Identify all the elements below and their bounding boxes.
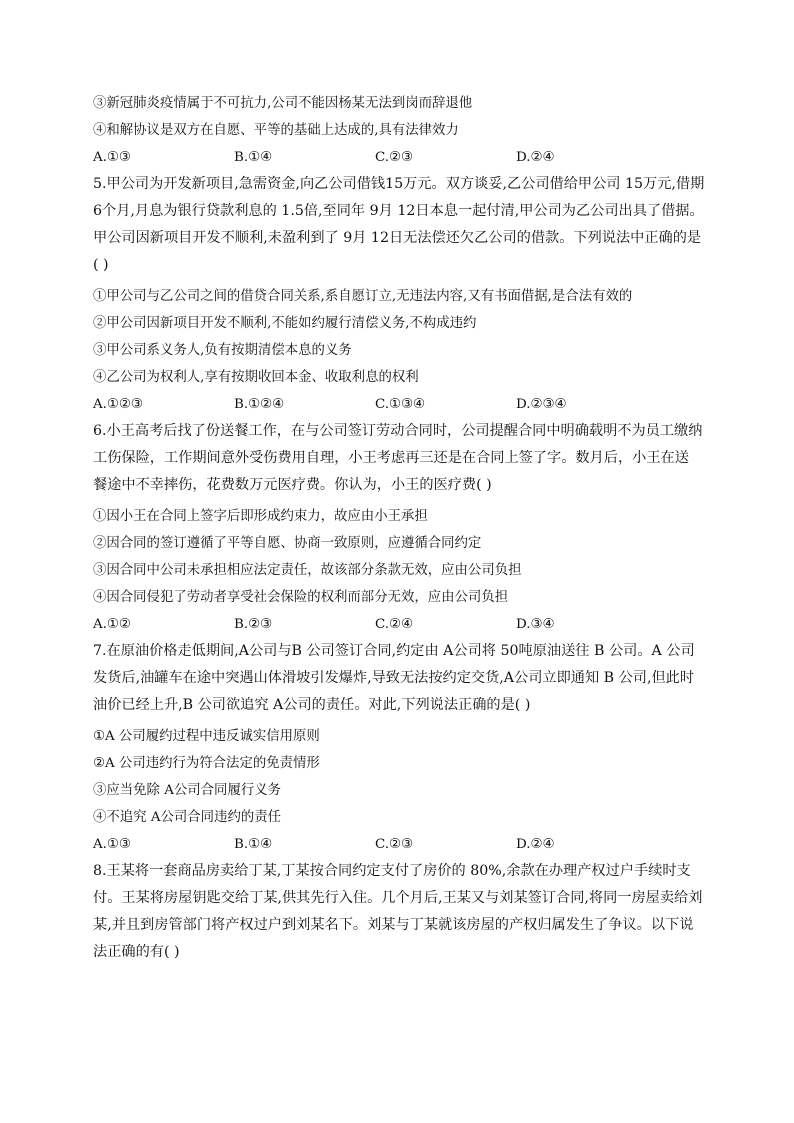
q5-option-4: ④乙公司为权利人,享有按期收回本金、收取利息的权利	[93, 370, 419, 385]
q4-choice-a: A.①③	[93, 150, 131, 165]
q5-stem-line: 6个月,月息为银行贷款利息的 1.5倍,至同年 9月 12日本息一起付清,甲公司为乙公司出具了借据。	[93, 203, 704, 219]
q5-choice-b: B.①②④	[234, 397, 285, 412]
q6-option-3: ③因合同中公司未承担相应法定责任，故该部分条款无效，应由公司负担	[93, 563, 522, 578]
q7-option-4: ④不追究 A公司合同违约的责任	[93, 810, 282, 825]
q5-choices	[93, 391, 705, 418]
q8-stem-line: 付。王某将房屋钥匙交给丁某,供其先行入住。几个月后,王某又与刘某签订合同,将同一房屋卖给刘	[93, 890, 703, 906]
q7-choice-a: A.①③	[93, 837, 131, 852]
q6-choice-b: B.②③	[234, 617, 273, 632]
q6-stem	[93, 420, 705, 501]
q8-stem-line: 某,并且到房管部门将产权过户到刘某名下。刘某与丁某就该房屋的产权归属发生了争议。以下说	[93, 917, 694, 933]
q5-stem-line: 5.甲公司为开发新项目,急需资金,向乙公司借钱15万元。双方谈妥,乙公司借给甲公司 15万元,借期	[93, 176, 705, 192]
q8-stem-line: 8.王某将一套商品房卖给丁某,丁某按合同约定支付了房价的 80%,余款在办理产权过户手续时支	[93, 863, 691, 879]
q6-choice-c: C.②④	[375, 617, 414, 632]
q4-option-3: ③新冠肺炎疫情属于不可抗力,公司不能因杨某无法到岗而辞退他	[93, 96, 473, 111]
q5-choice-d: D.②③④	[516, 397, 567, 412]
q5-option-2: ②甲公司因新项目开发不顺利,不能如约履行清偿义务,不构成违约	[93, 316, 477, 331]
q7-choices	[93, 831, 705, 858]
q5-choice-c: C.①③④	[375, 397, 426, 412]
q7-option-2: ②A 公司违约行为符合法定的免责情形	[93, 756, 320, 771]
q8-stem-line: 法正确的有( )	[93, 944, 180, 960]
q7-option-1: ①A 公司履约过程中违反诚实信用原则	[93, 729, 320, 744]
q7-stem-line: 油价已经上升,B 公司欲追究 A公司的责任。对此,下列说法正确的是( )	[93, 697, 531, 713]
q6-stem-line: 餐途中不幸摔伤，花费数万元医疗费。你认为，小王的医疗费( )	[93, 477, 492, 493]
q5-stem	[93, 173, 705, 281]
q7-option-3: ③应当免除 A公司合同履行义务	[93, 783, 282, 798]
q6-option-4: ④因合同侵犯了劳动者享受社会保险的权利而部分无效，应由公司负担	[93, 590, 509, 605]
q7-choice-d: D.②④	[516, 837, 555, 852]
q5-option-1: ①甲公司与乙公司之间的借贷合同关系,系自愿订立,无违法内容,又有书面借据,是合法有效的	[93, 289, 633, 304]
q4-choice-d: D.②④	[516, 150, 555, 165]
q7-stem-line: 7.在原油价格走低期间,A公司与B 公司签订合同,约定由 A公司将 50吨原油送往 B 公司。A 公司	[93, 643, 695, 659]
q5-stem-line: 甲公司因新项目开发不顺利,未盈利到了 9月 12日无法偿还欠乙公司的借款。下列说法中正确的是	[93, 230, 702, 246]
q7-choice-b: B.①④	[234, 837, 273, 852]
q6-choices	[93, 611, 705, 638]
q6-stem-line: 6.小王高考后找了份送餐工作，在与公司签订劳动合同时，公司提醒合同中明确载明不为员工缴纳	[93, 423, 703, 439]
q8-stem	[93, 860, 705, 968]
q6-option-1: ①因小王在合同上签字后即形成约束力，故应由小王承担	[93, 509, 428, 524]
q4-choice-c: C.②③	[375, 150, 414, 165]
q6-stem-line: 工伤保险，工作期间意外受伤费用自理，小王考虑再三还是在合同上签了字。数月后，小王在送	[93, 450, 689, 466]
q7-stem	[93, 640, 705, 721]
q4-option-4: ④和解协议是双方在自愿、平等的基础上达成的,具有法律效力	[93, 123, 459, 138]
q4-choice-b: B.①④	[234, 150, 273, 165]
q6-choice-d: D.③④	[516, 617, 555, 632]
q4-choices	[93, 144, 705, 171]
q5-choice-a: A.①②③	[93, 397, 143, 412]
q7-stem-line: 发货后,油罐车在途中突遇山体滑坡引发爆炸,导致无法按约定交货,A公司立即通知 B 公司,但此时	[93, 670, 695, 686]
q7-choice-c: C.②③	[375, 837, 414, 852]
q5-stem-line: ( )	[93, 257, 109, 273]
q6-choice-a: A.①②	[93, 617, 131, 632]
exam-page	[93, 90, 705, 970]
q5-option-3: ③甲公司系义务人,负有按期清偿本息的义务	[93, 343, 352, 358]
q6-option-2: ②因合同的签订遵循了平等自愿、协商一致原则，应遵循合同约定	[93, 536, 482, 551]
